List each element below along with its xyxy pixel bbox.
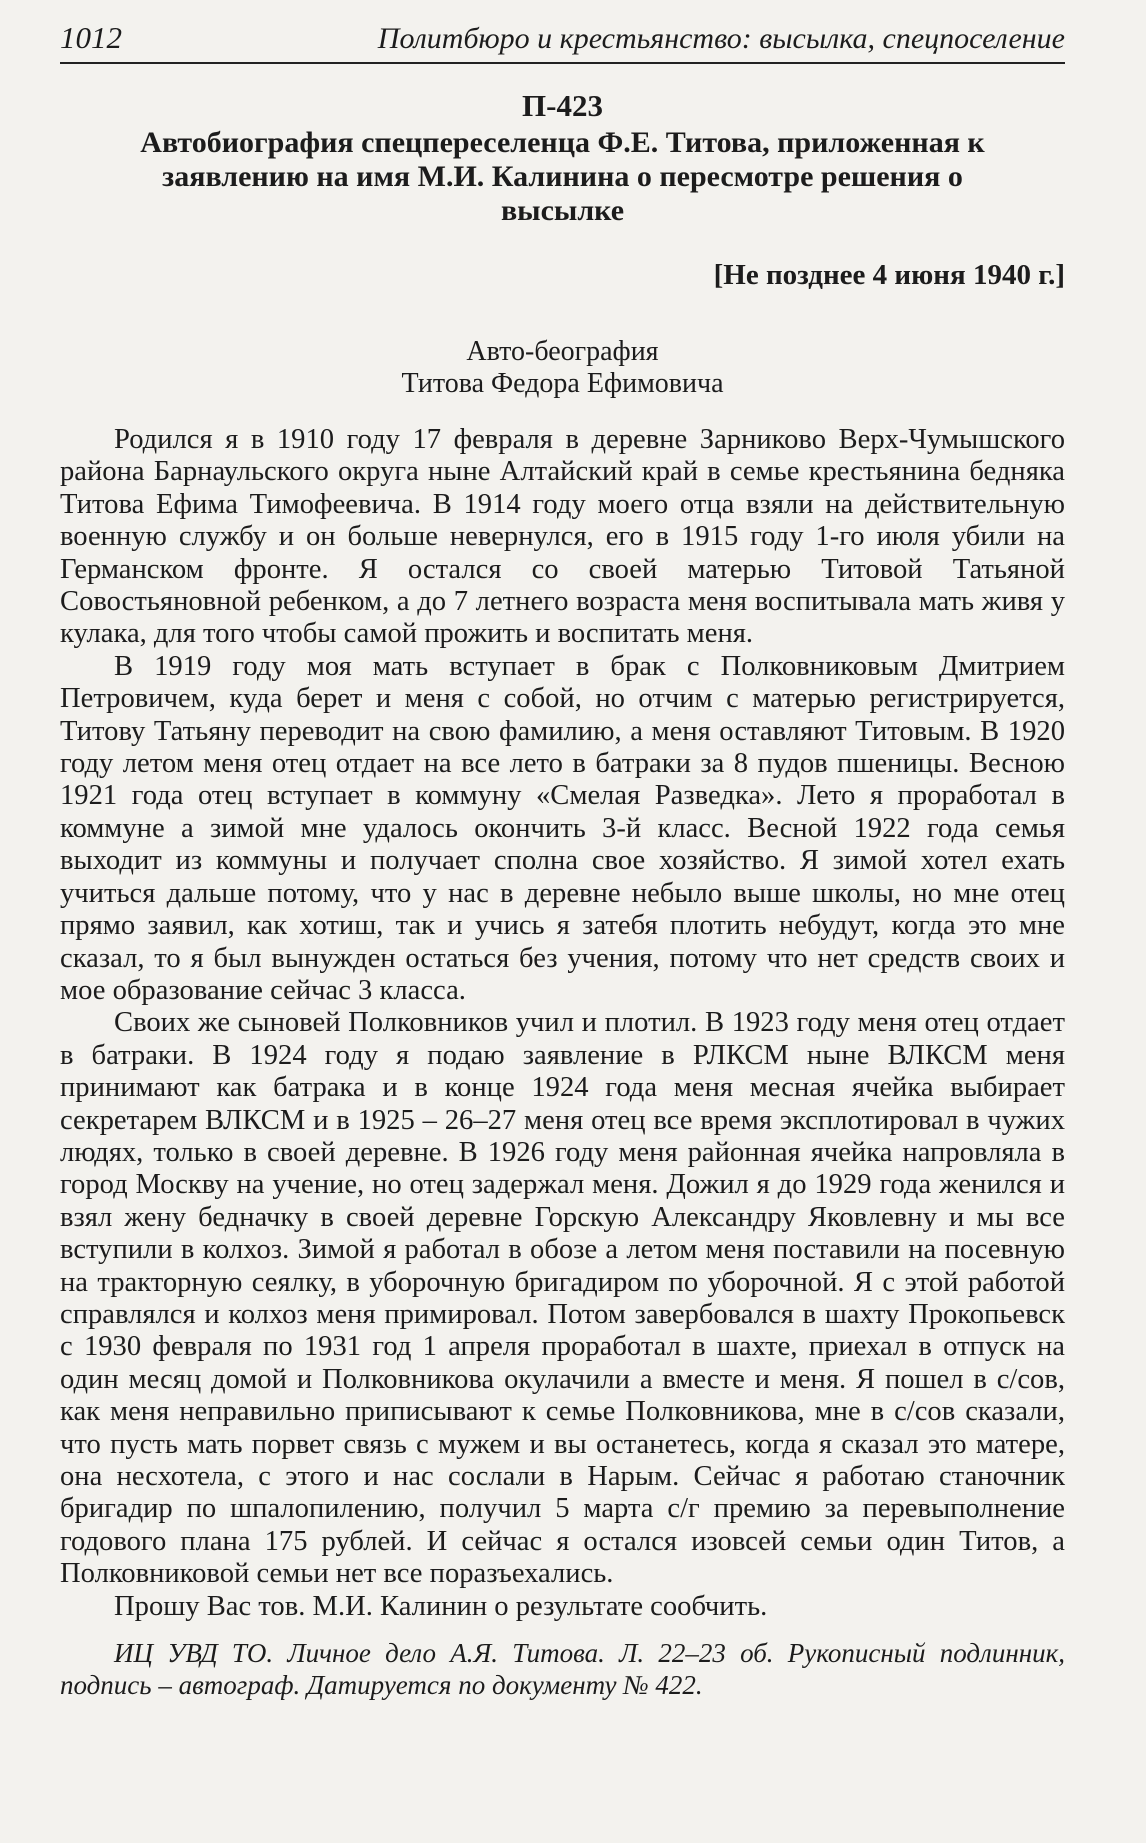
document-number: П-423 <box>522 88 603 123</box>
document-title: Автобиография спецпереселенца Ф.Е. Титова, приложенная к заявлению на имя М.И. Калинина о пересмотре решения о высылке <box>140 126 985 227</box>
book-page <box>60 20 1065 1701</box>
autobiography-heading-line1: Авто-беография <box>466 336 659 367</box>
paragraph: Своих же сыновей Полковников учил и плотил. В 1923 году меня отец отдает в батраки. В 1924 году я подаю заявление в РЛКСМ ныне ВЛКСМ меня принимают как батрака и в конце 1924 года меня месная ячейка выбирает секретарем ВЛКСМ и в 1925 – 26–27 меня отец все время эксплотировал в чужих людях, только в своей деревне. В 1926 году меня районная ячейка напровляла в город Москву на учение, но отец задержал меня. Дожил я до 1929 года женился и взял жену бедначку в своей деревне Горскую Александру Яковлевну и мы все вступили в колхоз. Зимой я работал в обозе а летом меня поставили на посевную на тракторную сеялку, в уборочную бригадиром по уборочной. Я с этой работой справлялся и колхоз меня примировал. Потом завербовался в шахту Прокопьевск с 1930 февраля по 1931 год 1 апреля проработал в шахте, приехал в отпуск на один месяц домой и Полковникова окулачили а вместе и меня. Я пошел в с/сов, как меня неправильно приписывают к семье Полковникова, мне в с/сов сказали, что пусть мать порвет связь с мужем и вы останетесь, когда я сказал это матере, она несхотела, с этого и нас сослали в Нарым. Сейчас я работаю станочник бригадир по шпалопилению, получил 5 марта с/г премию за перевыполнение годового плана 175 рублей. И сейчас я остался изовсей семьи один Титов, а Полковниковой семьи нет все поразъехались. <box>60 1007 1065 1590</box>
document-date: [Не позднее 4 июня 1940 г.] <box>713 259 1065 291</box>
paragraph: В 1919 году моя мать вступает в брак с Полковниковым Дмитрием Петровичем, куда берет и меня с собой, но отчим с матерью регистрируется, Титову Татьяну переводит на свою фамилию, а меня оставляют Титовым. В 1920 году летом меня отец отдает на все лето в батраки за 8 пудов пшеницы. Весною 1921 года отец вступает в коммуну «Смелая Разведка». Лето я проработал в коммуне а зимой мне удалось окончить 3-й класс. Весной 1922 года семья выходит из коммуны и получает сполна свое хозяйство. Я зимой хотел ехать учиться дальше потому, что у нас в деревне небыло выше школы, но мне отец прямо заявил, как хотиш, так и учись я затебя плотить небудут, когда это мне сказал, то я был вынужден остаться без учения, потому что нет средств своих и мое образование сейчас 3 класса. <box>60 650 1065 1006</box>
paragraph: Прошу Вас тов. М.И. Калинин о результате сообчить. <box>114 1590 768 1622</box>
source-note: ИЦ УВД ТО. Личное дело А.Я. Титова. Л. 22–23 об. Рукописный подлинник, подпись – автограф. Датируется по документу № 422. <box>60 1638 1065 1701</box>
document-body <box>60 424 1065 1623</box>
running-title: Политбюро и крестьянство: высылка, спецпоселение <box>377 22 1065 55</box>
autobiography-heading-line2: Титова Федора Ефимовича <box>401 368 724 399</box>
paragraph: Родился я в 1910 году 17 февраля в деревне Зарниково Верх-Чумышского района Барнаульского округа ныне Алтайский край в семье крестьянина бедняка Титова Ефима Тимофеевича. В 1914 году моего отца взяли на действительную военную службу и он больше невернулся, его в 1915 году 1-го июля убили на Германском фронте. Я остался со своей матерью Титовой Татьяной Совостьяновной ребенком, а до 7 летнего возраста меня воспитывала мать живя у кулака, для того чтобы самой прожить и воспитать меня. <box>60 424 1065 650</box>
running-header <box>60 20 1065 64</box>
page-number: 1012 <box>60 20 122 55</box>
autobiography-heading <box>60 336 1065 400</box>
